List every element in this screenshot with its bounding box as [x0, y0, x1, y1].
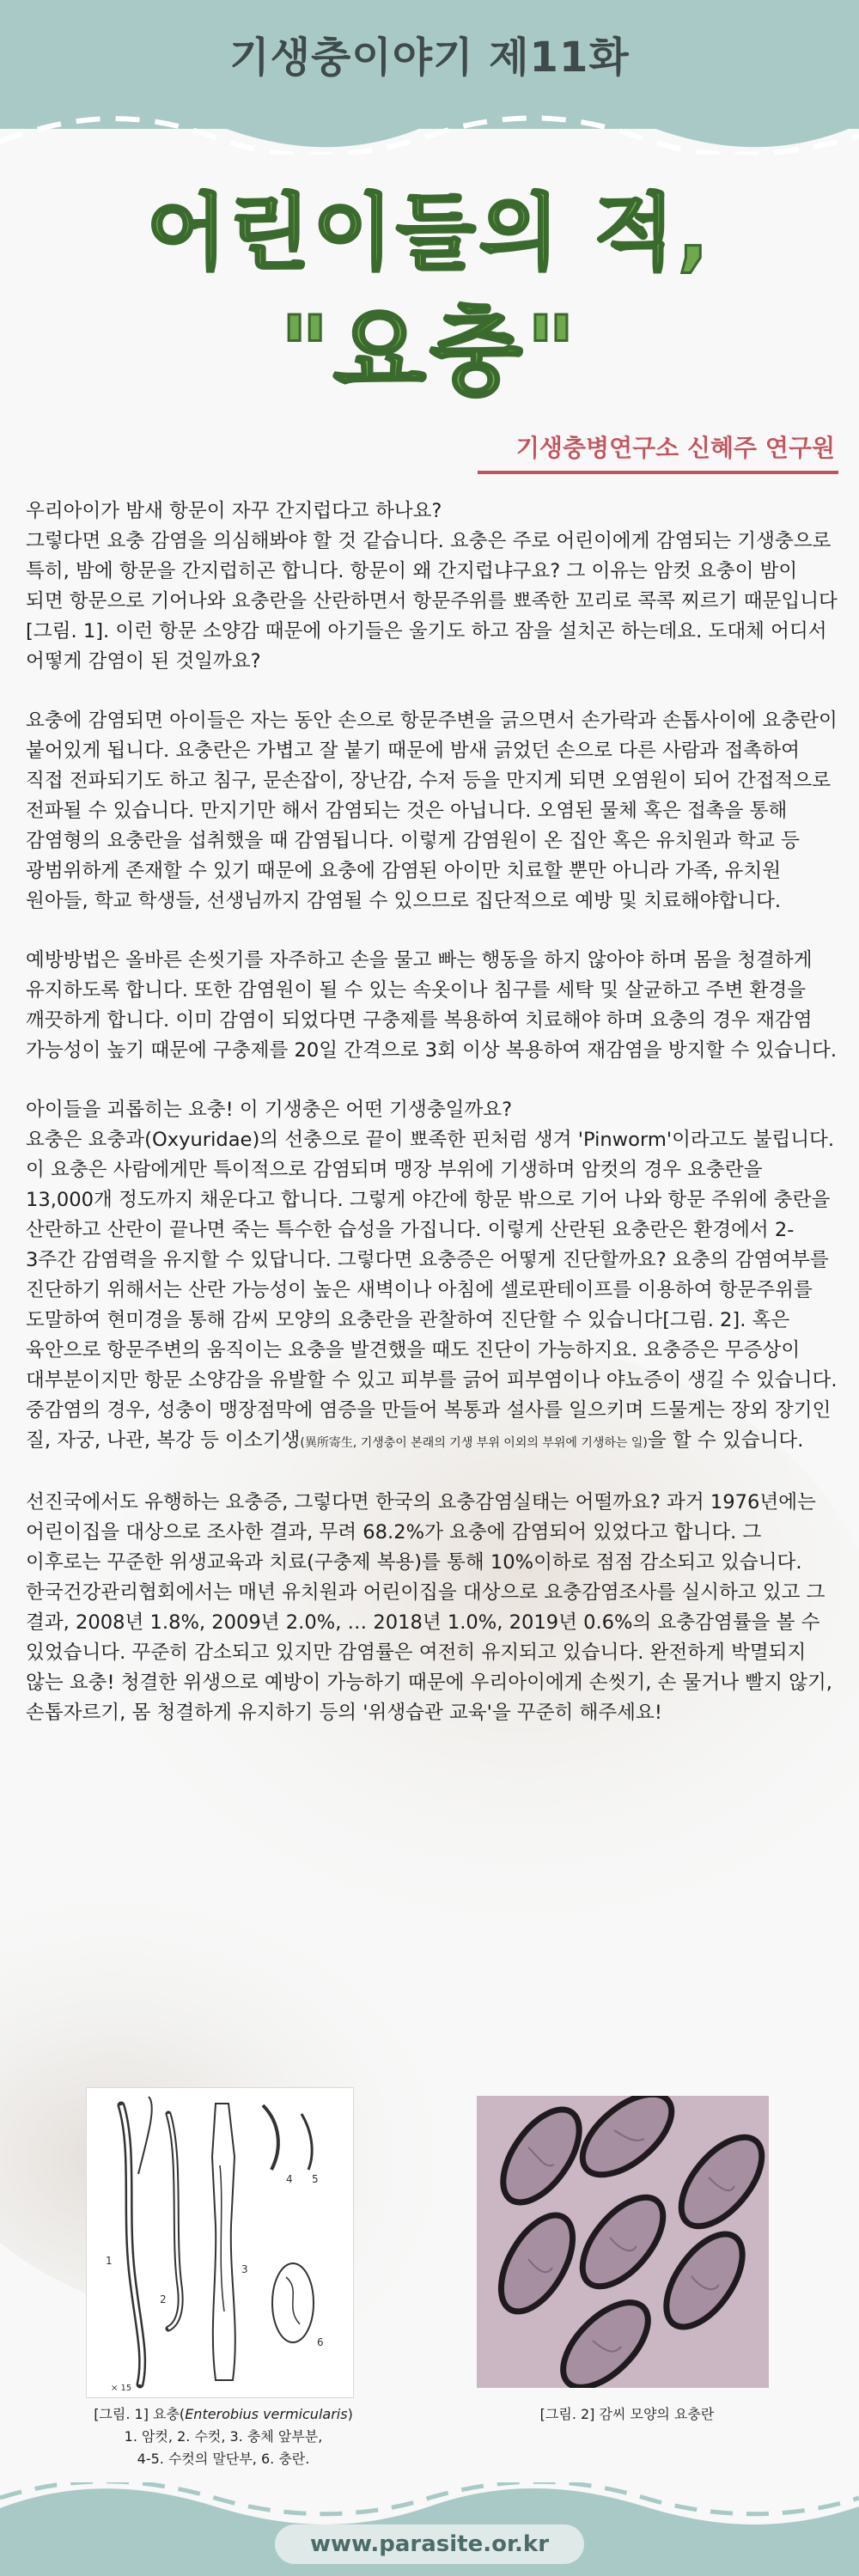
- ectopic-note: (異所寄生, 기생충이 본래의 기생 부위 이외의 부위에 기생하는 일): [300, 1436, 648, 1450]
- article-body: [26, 496, 838, 1757]
- figure-1-caption-line3: 4-5. 수컷의 말단부, 6. 충란.: [137, 2451, 310, 2467]
- fig1-label-6: 6: [317, 2336, 324, 2348]
- paragraph-statistics: 선진국에서도 유행하는 요충증, 그렇다면 한국의 요충감염실태는 어떨까요? 과거 1976년에는 어린이집을 대상으로 조사한 결과, 무려 68.2%가 요충에 감염되어 있었다고 합니다. 그 이후로는 꾸준한 위생교육과 치료(구충제 복용)를 통해 10%이하로 점점 감소되고 있습니다. 한국건강관리협회에서는 매년 유치원과 어린이집을 대상으로 요충감염조사를 실시하고 있고 그 결과, 2008년 1.8%, 2009년 2.0%, … 2018년 1.0%, 2019년 0.6%의 요충감염률을 볼 수 있었습니다. 꾸준히 감소되고 있지만 감염률은 여전히 유지되고 있습니다. 완전하게 박멸되지 않는 요충! 청결한 위생으로 예방이 가능하기 때문에 우리아이에게 손씻기, 손 물거나 빨지 않기, 손톱자르기, 몸 청결하게 유지하기 등의 '위생습관 교육'을 꾸준히 해주세요!: [26, 1491, 832, 1724]
- fig1-label-5: 5: [312, 2173, 319, 2185]
- paragraph-prevention: 예방방법은 올바른 손씻기를 자주하고 손을 물고 빠는 행동을 하지 않아야 하며 몸을 청결하게 유지하도록 합니다. 또한 감염원이 될 수 있는 속옷이나 침구를 세탁 및 살균하고 주변 환경을 깨끗하게 합니다. 이미 감염이 되었다면 구충제를 복용하여 치료해야 하며 요충의 경우 재감염 가능성이 높기 때문에 구충제를 20일 간격으로 3회 이상 복용하여 재감염을 방지할 수 있습니다.: [26, 949, 838, 1062]
- figure-2-egg-micrograph: [477, 2096, 769, 2388]
- paragraph-biology-main: 아이들을 괴롭히는 요충! 이 기생충은 어떤 기생충일까요? 요충은 요충과(Oxyuridae)의 선충으로 끝이 뾰족한 핀처럼 생겨 'Pinworm'이라고도 불립니다. 이 요충은 사람에게만 특이적으로 감염되며 맹장 부위에 기생하며 암컷의 경우 요충란을 13,000개 정도까지 채운다고 합니다. 그렇게 야간에 항문 밖으로 기어 나와 항문 주위에 충란을 산란하고 산란이 끝나면 죽는 특수한 습성을 가집니다. 이렇게 산란된 요충란은 환경에서 2-3주간 감염력을 유지할 수 있답니다. 그렇다면 요충증은 어떻게 진단할까요? 요충의 감염여부를 진단하기 위해서는 산란 가능성이 높은 새벽이나 아침에 셀로판테이프를 이용하여 항문주위를 도말하여 현미경을 통해 감씨 모양의 요충란을 관찰하여 진단할 수 있습니다[그림. 2]. 혹은 육안으로 항문주변의 움직이는 요충을 발견했을 때도 진단이 가능하지요. 요충증은 무증상이 대부분이지만 항문 소양감을 유발할 수 있고 피부를 긁어 피부염이나 야뇨증이 생길 수 있습니다. 중감염의 경우, 성충이 맹장점막에 염증을 만들어 복통과 설사를 일으키며 드물게는 장외 장기인 질, 자궁, 나관, 복강 등 이소기생: [26, 1099, 838, 1452]
- figure-1-caption-line1: [52, 2403, 395, 2426]
- figure-1-pinworm-drawing: [86, 2087, 354, 2398]
- fig1-scale: × 15: [111, 2384, 132, 2393]
- main-title-line2: "요충": [279, 296, 580, 408]
- paragraph-biology-tail: 을 할 수 있습니다.: [647, 1429, 804, 1452]
- fig1-caption-species: Enterobius vermicularis: [185, 2406, 348, 2422]
- figure-1-caption: [52, 2403, 395, 2470]
- series-title: 기생충이야기 제11화: [229, 33, 630, 82]
- paragraph-biology: [26, 1095, 838, 1459]
- fig1-caption-suffix: ): [347, 2406, 353, 2422]
- main-title-line1: 어린이들의 적,: [146, 185, 713, 281]
- header-wave: [0, 94, 859, 155]
- fig1-caption-prefix: [그림. 1] 요충(: [94, 2406, 186, 2422]
- fig1-label-4: 4: [286, 2173, 293, 2185]
- fig1-label-3: 3: [241, 2263, 248, 2275]
- egg-micrograph: [477, 2096, 769, 2388]
- fig1-label-1: 1: [106, 2255, 113, 2267]
- fig1-label-2: 2: [160, 2293, 167, 2305]
- author-credit: 기생충병연구소 신혜주 연구원: [515, 434, 835, 462]
- paragraph-infection: 요충에 감염되면 아이들은 자는 동안 손으로 항문주변을 긁으면서 손가락과 손톱사이에 요충란이 붙어있게 됩니다. 요충란은 가볍고 잘 붙기 때문에 밤새 긁었던 손으로 다른 사람과 접촉하여 직접 전파되기도 하고 침구, 문손잡이, 장난감, 수저 등을 만지게 되면 오염원이 되어 간접적으로 전파될 수 있습니다. 만지기만 해서 감염되는 것은 아닙니다. 오염된 물체 혹은 접촉을 통해 감염형의 요충란을 섭취했을 때 감염됩니다. 이렇게 감염원이 온 집안 혹은 유치원과 학교 등 광범위하게 존재할 수 있기 때문에 요충에 감염된 아이만 치료할 뿐만 아니라 가족, 유치원 원아들, 학교 학생들, 선생님까지 감염될 수 있으므로 집단적으로 예방 및 치료해야합니다.: [26, 709, 838, 912]
- pinworm-illustration: [87, 2088, 353, 2397]
- figure-1-caption-line2: 1. 암컷, 2. 수컷, 3. 충체 앞부분,: [124, 2428, 323, 2445]
- paragraph-intro: 우리아이가 밤새 항문이 자꾸 간지럽다고 하나요? 그렇다면 요충 감염을 의심해봐야 할 것 같습니다. 요충은 주로 어린이에게 감염되는 기생충으로 특히, 밤에 항문을 간지럽히곤 합니다. 항문이 왜 간지럽냐구요? 그 이유는 암컷 요충이 밤이 되면 항문으로 기어나와 요충란을 산란하면서 항문주위를 뾰족한 꼬리로 콕콕 찌르기 때문입니다[그림. 1]. 이런 항문 소양감 때문에 아기들은 울기도 하고 잠을 설치곤 하는데요. 도대체 어디서 어떻게 감염이 된 것일까요?: [26, 500, 838, 673]
- author-underline: [478, 471, 838, 474]
- website-link[interactable]: www.parasite.or.kr: [275, 2524, 584, 2564]
- figure-2-caption: [그림. 2] 감씨 모양의 요충란: [539, 2406, 715, 2422]
